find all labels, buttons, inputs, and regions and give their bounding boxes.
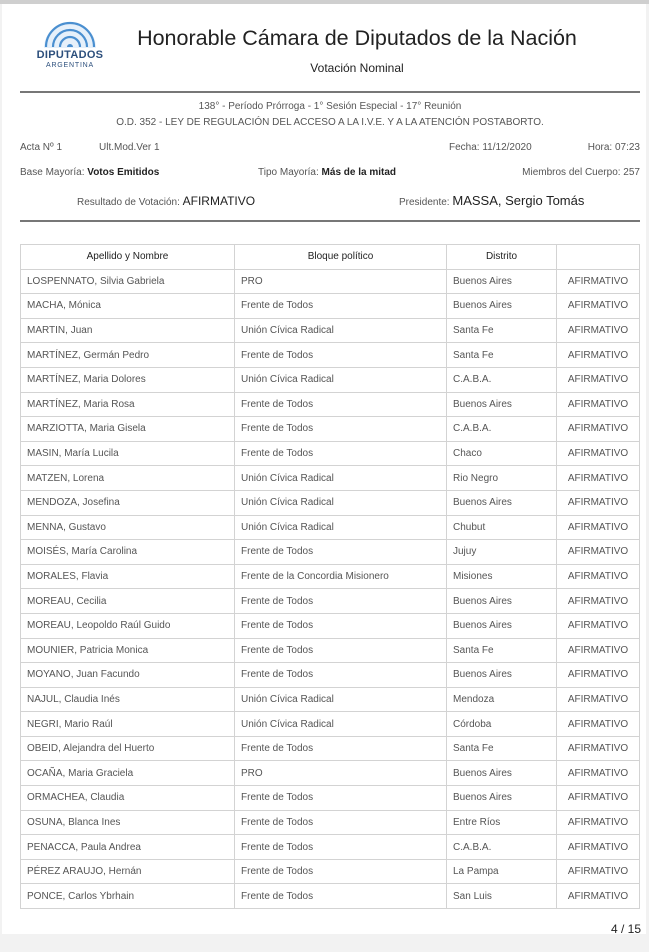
cell-name: MASIN, María Lucila <box>21 441 235 466</box>
cell-bloque: Frente de Todos <box>235 884 447 909</box>
cell-name: MOREAU, Leopoldo Raúl Guido <box>21 613 235 638</box>
cell-distrito: Buenos Aires <box>447 663 557 688</box>
cell-distrito: Entre Ríos <box>447 810 557 835</box>
cell-voto: AFIRMATIVO <box>557 712 640 737</box>
cell-distrito: Córdoba <box>447 712 557 737</box>
cell-voto: AFIRMATIVO <box>557 490 640 515</box>
cell-bloque: Unión Cívica Radical <box>235 367 447 392</box>
cell-bloque: Frente de Todos <box>235 417 447 442</box>
cell-bloque: Frente de Todos <box>235 736 447 761</box>
cell-voto: AFIRMATIVO <box>557 613 640 638</box>
cell-bloque: Unión Cívica Radical <box>235 712 447 737</box>
table-row <box>21 269 640 294</box>
table-row <box>21 589 640 614</box>
cell-distrito: C.A.B.A. <box>447 367 557 392</box>
cell-voto: AFIRMATIVO <box>557 294 640 319</box>
cell-bloque: Frente de la Concordia Misionero <box>235 564 447 589</box>
cell-name: MARTÍNEZ, Germán Pedro <box>21 343 235 368</box>
cell-bloque: PRO <box>235 269 447 294</box>
cell-voto: AFIRMATIVO <box>557 687 640 712</box>
cell-name: OBEID, Alejandra del Huerto <box>21 736 235 761</box>
presidente <box>399 193 584 208</box>
cell-bloque: Frente de Todos <box>235 613 447 638</box>
cell-voto: AFIRMATIVO <box>557 736 640 761</box>
resultado-label: Resultado de Votación: <box>77 197 180 208</box>
cell-voto: AFIRMATIVO <box>557 761 640 786</box>
table-row <box>21 859 640 884</box>
table-row <box>21 687 640 712</box>
cell-bloque: Unión Cívica Radical <box>235 515 447 540</box>
cell-distrito: Buenos Aires <box>447 786 557 811</box>
cell-name: MORALES, Flavia <box>21 564 235 589</box>
cell-distrito: Rio Negro <box>447 466 557 491</box>
table-row <box>21 761 640 786</box>
tipo-mayoria <box>258 167 396 178</box>
table-row <box>21 786 640 811</box>
table-row <box>21 540 640 565</box>
cell-voto: AFIRMATIVO <box>557 884 640 909</box>
cell-bloque: Frente de Todos <box>235 859 447 884</box>
table-row <box>21 884 640 909</box>
cell-name: MENDOZA, Josefina <box>21 490 235 515</box>
table-row <box>21 663 640 688</box>
cell-voto: AFIRMATIVO <box>557 638 640 663</box>
cell-distrito: C.A.B.A. <box>447 417 557 442</box>
tipo-mayoria-label: Tipo Mayoría: <box>258 167 319 178</box>
cell-voto: AFIRMATIVO <box>557 859 640 884</box>
cell-bloque: Frente de Todos <box>235 540 447 565</box>
cell-distrito: Mendoza <box>447 687 557 712</box>
cell-bloque: Frente de Todos <box>235 441 447 466</box>
meta-rule <box>20 220 640 222</box>
tipo-mayoria-value: Más de la mitad <box>321 167 397 178</box>
column-header-bloque: Bloque político <box>235 245 447 270</box>
column-header-voto <box>557 245 640 270</box>
cell-name: PONCE, Carlos Ybrhain <box>21 884 235 909</box>
cell-name: MARTIN, Juan <box>21 318 235 343</box>
column-header-name: Apellido y Nombre <box>21 245 235 270</box>
cell-name: MOUNIER, Patricia Monica <box>21 638 235 663</box>
base-mayoria-label: Base Mayoría: <box>20 167 85 178</box>
cell-voto: AFIRMATIVO <box>557 441 640 466</box>
diputados-logo <box>18 18 128 78</box>
table-row <box>21 638 640 663</box>
table-row <box>21 564 640 589</box>
resultado-value: AFIRMATIVO <box>182 194 256 208</box>
cell-distrito: Buenos Aires <box>447 490 557 515</box>
cell-voto: AFIRMATIVO <box>557 318 640 343</box>
law-line: O.D. 352 - LEY DE REGULACIÓN DEL ACCESO A LA I.V.E. Y A LA ATENCIÓN POSTABORTO. <box>116 117 544 128</box>
cell-name: NAJUL, Claudia Inés <box>21 687 235 712</box>
cell-distrito: Buenos Aires <box>447 269 557 294</box>
cell-name: MARTÍNEZ, Maria Dolores <box>21 367 235 392</box>
ult-mod: Ult.Mod.Ver 1 <box>99 142 160 153</box>
cell-distrito: Chubut <box>447 515 557 540</box>
cell-bloque: Frente de Todos <box>235 392 447 417</box>
cell-name: MATZEN, Lorena <box>21 466 235 491</box>
table-row <box>21 392 640 417</box>
table-row <box>21 441 640 466</box>
cell-distrito: La Pampa <box>447 859 557 884</box>
cell-name: NEGRI, Mario Raúl <box>21 712 235 737</box>
resultado <box>77 194 255 208</box>
cell-voto: AFIRMATIVO <box>557 466 640 491</box>
table-row <box>21 417 640 442</box>
table-row <box>21 712 640 737</box>
cell-voto: AFIRMATIVO <box>557 343 640 368</box>
cell-bloque: Unión Cívica Radical <box>235 687 447 712</box>
hora: Hora: 07:23 <box>587 142 640 153</box>
cell-name: PENACCA, Paula Andrea <box>21 835 235 860</box>
cell-voto: AFIRMATIVO <box>557 540 640 565</box>
cell-name: LOSPENNATO, Silvia Gabriela <box>21 269 235 294</box>
cell-distrito: Misiones <box>447 564 557 589</box>
cell-voto: AFIRMATIVO <box>557 392 640 417</box>
cell-bloque: Frente de Todos <box>235 638 447 663</box>
table-row <box>21 835 640 860</box>
cell-bloque: Unión Cívica Radical <box>235 466 447 491</box>
table-row <box>21 343 640 368</box>
table-row <box>21 294 640 319</box>
page-subtitle: Votación Nominal <box>310 61 404 75</box>
column-header-distrito: Distrito <box>447 245 557 270</box>
cell-name: OCAÑA, Maria Graciela <box>21 761 235 786</box>
cell-name: MARTÍNEZ, Maria Rosa <box>21 392 235 417</box>
cell-name: MENNA, Gustavo <box>21 515 235 540</box>
cell-distrito: Buenos Aires <box>447 392 557 417</box>
miembros-del-cuerpo: Miembros del Cuerpo: 257 <box>522 167 640 178</box>
cell-distrito: Buenos Aires <box>447 589 557 614</box>
cell-distrito: Chaco <box>447 441 557 466</box>
cell-bloque: Unión Cívica Radical <box>235 318 447 343</box>
cell-bloque: Frente de Todos <box>235 810 447 835</box>
fecha: Fecha: 11/12/2020 <box>449 142 532 153</box>
presidente-value: MASSA, Sergio Tomás <box>452 193 585 208</box>
table-row <box>21 613 640 638</box>
cell-name: MACHA, Mónica <box>21 294 235 319</box>
cell-voto: AFIRMATIVO <box>557 835 640 860</box>
cell-distrito: Santa Fe <box>447 638 557 663</box>
cell-voto: AFIRMATIVO <box>557 589 640 614</box>
cell-voto: AFIRMATIVO <box>557 367 640 392</box>
cell-distrito: Santa Fe <box>447 736 557 761</box>
cell-name: MOREAU, Cecilia <box>21 589 235 614</box>
page-title: Honorable Cámara de Diputados de la Nación <box>137 26 577 50</box>
cell-voto: AFIRMATIVO <box>557 810 640 835</box>
session-line: 138° - Período Prórroga - 1° Sesión Especial - 17° Reunión <box>198 101 462 112</box>
cell-voto: AFIRMATIVO <box>557 663 640 688</box>
cell-name: ORMACHEA, Claudia <box>21 786 235 811</box>
header-rule <box>20 91 640 93</box>
cell-bloque: Frente de Todos <box>235 343 447 368</box>
cell-bloque: Frente de Todos <box>235 589 447 614</box>
cell-name: MOYANO, Juan Facundo <box>21 663 235 688</box>
logo-line1: DIPUTADOS <box>36 49 104 61</box>
dome-icon <box>40 18 100 48</box>
table-row <box>21 490 640 515</box>
table-row <box>21 736 640 761</box>
cell-distrito: Jujuy <box>447 540 557 565</box>
cell-voto: AFIRMATIVO <box>557 564 640 589</box>
cell-voto: AFIRMATIVO <box>557 786 640 811</box>
cell-distrito: Buenos Aires <box>447 761 557 786</box>
cell-distrito: Santa Fe <box>447 343 557 368</box>
table-row <box>21 515 640 540</box>
presidente-label: Presidente: <box>399 197 450 208</box>
cell-voto: AFIRMATIVO <box>557 515 640 540</box>
table-header-row <box>21 245 640 270</box>
cell-bloque: Frente de Todos <box>235 663 447 688</box>
acta-number: Acta Nº 1 <box>20 142 63 153</box>
cell-bloque: PRO <box>235 761 447 786</box>
cell-name: MARZIOTTA, Maria Gisela <box>21 417 235 442</box>
cell-bloque: Unión Cívica Radical <box>235 490 447 515</box>
cell-bloque: Frente de Todos <box>235 835 447 860</box>
table-row <box>21 367 640 392</box>
cell-distrito: C.A.B.A. <box>447 835 557 860</box>
table-row <box>21 466 640 491</box>
logo-line2: ARGENTINA <box>45 62 95 69</box>
cell-distrito: Santa Fe <box>447 318 557 343</box>
cell-name: PÉREZ ARAUJO, Hernán <box>21 859 235 884</box>
document-page <box>2 4 646 934</box>
cell-distrito: Buenos Aires <box>447 294 557 319</box>
cell-name: OSUNA, Blanca Ines <box>21 810 235 835</box>
cell-distrito: San Luis <box>447 884 557 909</box>
votes-table <box>20 244 640 909</box>
cell-name: MOISÉS, María Carolina <box>21 540 235 565</box>
base-mayoria <box>20 167 159 178</box>
base-mayoria-value: Votos Emitidos <box>87 167 160 178</box>
page-indicator: 4 / 15 <box>610 922 641 936</box>
cell-bloque: Frente de Todos <box>235 786 447 811</box>
cell-bloque: Frente de Todos <box>235 294 447 319</box>
cell-voto: AFIRMATIVO <box>557 269 640 294</box>
cell-voto: AFIRMATIVO <box>557 417 640 442</box>
table-row <box>21 810 640 835</box>
cell-distrito: Buenos Aires <box>447 613 557 638</box>
table-row <box>21 318 640 343</box>
